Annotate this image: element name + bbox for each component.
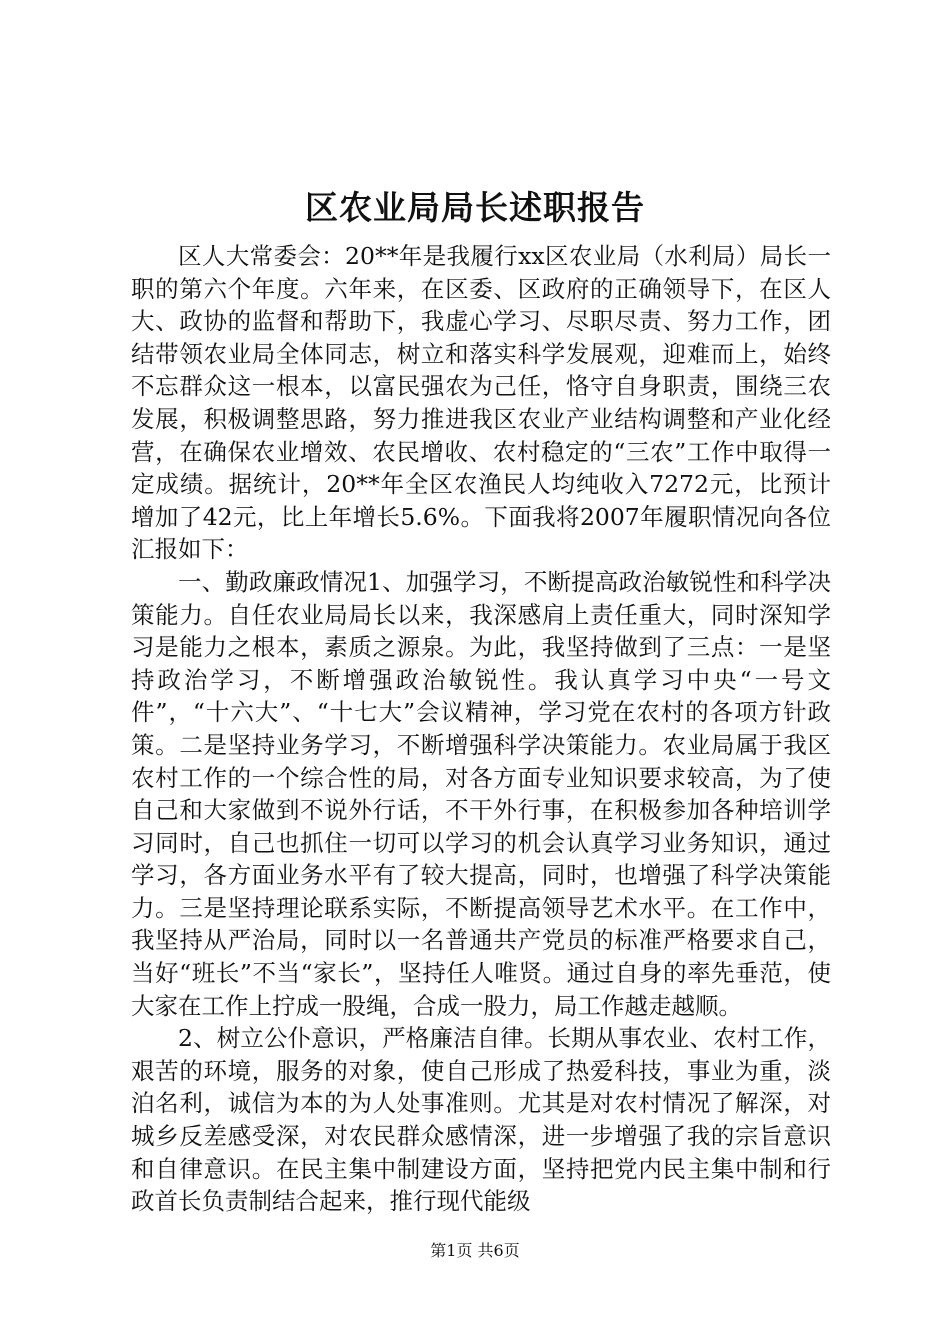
paragraph-intro: 区人大常委会：20**年是我履行xx区农业局（水利局）局长一职的第六个年度。六年来，在区委、区政府的正确领导下，在区人大、政协的监督和帮助下，我虚心学习、尽职尽责、努力工作，团结带领农业局全体同志，树立和落实科学发展观，迎难而上，始终不忘群众这一根本，以富民强农为己任，恪守自身职责，围绕三农发展，积极调整思路，努力推进我区农业产业结构调整和产业化经营，在确保农业增效、农民增收、农村稳定的“三农”工作中取得一定成绩。据统计，20**年全区农渔民人均纯收入7272元，比预计增加了42元，比上年增长5.6%。下面我将2007年履职情况向各位汇报如下： bbox=[131, 242, 831, 564]
document-body bbox=[131, 240, 831, 1218]
paragraph-section-two: 2、树立公仆意识，严格廉洁自律。长期从事农业、农村工作，艰苦的环境，服务的对象，使自己形成了热爱科技，事业为重，淡泊名利，诚信为本的为人处事准则。尤其是对农村情况了解深，对城乡反差感受深，对农民群众感情深，进一步增强了我的宗旨意识和自律意识。在民主集中制建设方面，坚持把党内民主集中制和行政首长负责制结合起来，推行现代能级 bbox=[131, 1024, 831, 1216]
paragraph-section-one: 一、勤政廉政情况1、加强学习，不断提高政治敏锐性和科学决策能力。自任农业局局长以来，我深感肩上责任重大，同时深知学习是能力之根本，素质之源泉。为此，我坚持做到了三点：一是坚持政治学习，不断增强政治敏锐性。我认真学习中央“一号文件”，“十六大”、“十七大”会议精神，学习党在农村的各项方针政策。二是坚持业务学习，不断增强科学决策能力。农业局属于我区农村工作的一个综合性的局，对各方面专业知识要求较高，为了使自己和大家做到不说外行话，不干外行事，在积极参加各种培训学习同时，自己也抓住一切可以学习的机会认真学习业务知识，通过学习，各方面业务水平有了较大提高，同时，也增强了科学决策能力。三是坚持理论联系实际，不断提高领导艺术水平。在工作中，我坚持从严治局，同时以一名普通共产党员的标准严格要求自己，当好“班长”不当“家长”，坚持任人唯贤。通过自身的率先垂范，使大家在工作上拧成一股绳，合成一股力，局工作越走越顺。 bbox=[131, 567, 831, 1020]
page-indicator: 第1页 共6页 bbox=[430, 1241, 520, 1260]
document-title: 区农业局局长述职报告 bbox=[305, 188, 645, 227]
page-footer bbox=[0, 1240, 950, 1262]
